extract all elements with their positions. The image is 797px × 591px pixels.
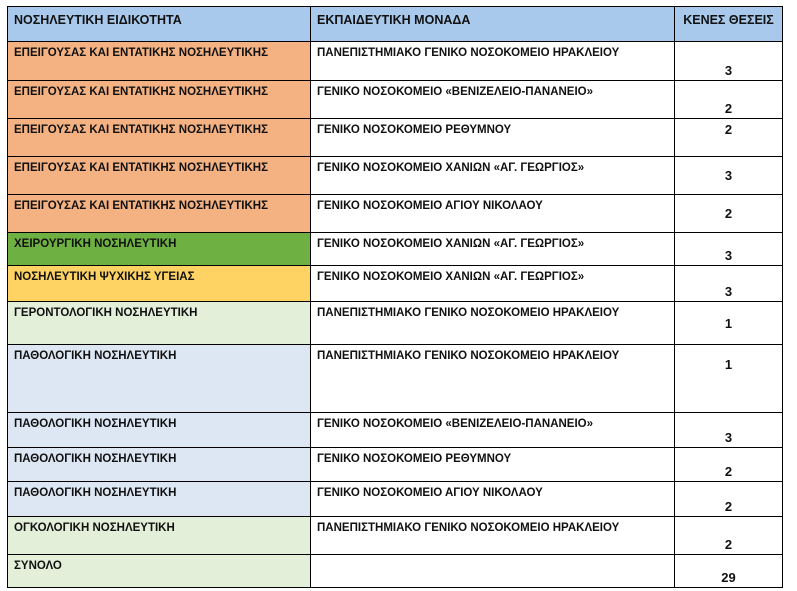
- specialty-cell: ΝΟΣΗΛΕΥΤΙΚΗ ΨΥΧΙΚΗΣ ΥΓΕΙΑΣ: [8, 266, 311, 302]
- table-row: [8, 81, 783, 119]
- unit-cell: ΓΕΝΙΚΟ ΝΟΣΟΚΟΜΕΙΟ «ΒΕΝΙΖΕΛΕΙΟ-ΠΑΝΑΝΕΙΟ»: [311, 81, 675, 119]
- table-row: [8, 119, 783, 157]
- positions-cell: 3: [675, 42, 783, 81]
- specialty-cell: ΧΕΙΡΟΥΡΓΙΚΗ ΝΟΣΗΛΕΥΤΙΚΗ: [8, 233, 311, 266]
- unit-cell: ΠΑΝΕΠΙΣΤΗΜΙΑΚΟ ΓΕΝΙΚΟ ΝΟΣΟΚΟΜΕΙΟ ΗΡΑΚΛΕΙΟΥ: [311, 42, 675, 81]
- positions-cell: 2: [675, 448, 783, 482]
- positions-cell: 1: [675, 345, 783, 413]
- table-row: [8, 157, 783, 195]
- header-unit: ΕΚΠΑΙΔΕΥΤΙΚΗ ΜΟΝΑΔΑ: [311, 7, 675, 42]
- positions-cell: 2: [675, 81, 783, 119]
- table-row: [8, 413, 783, 448]
- specialty-cell: ΕΠΕΙΓΟΥΣΑΣ ΚΑΙ ΕΝΤΑΤΙΚΗΣ ΝΟΣΗΛΕΥΤΙΚΗΣ: [8, 157, 311, 195]
- total-row: [8, 555, 783, 588]
- unit-cell: ΠΑΝΕΠΙΣΤΗΜΙΑΚΟ ΓΕΝΙΚΟ ΝΟΣΟΚΟΜΕΙΟ ΗΡΑΚΛΕΙΟΥ: [311, 302, 675, 345]
- unit-cell: ΓΕΝΙΚΟ ΝΟΣΟΚΟΜΕΙΟ ΑΓΙΟΥ ΝΙΚΟΛΑΟΥ: [311, 482, 675, 517]
- positions-cell: 2: [675, 195, 783, 233]
- positions-cell: 2: [675, 517, 783, 555]
- table-row: [8, 233, 783, 266]
- positions-cell: 3: [675, 157, 783, 195]
- total-positions: 29: [675, 555, 783, 588]
- specialty-cell: ΠΑΘΟΛΟΓΙΚΗ ΝΟΣΗΛΕΥΤΙΚΗ: [8, 448, 311, 482]
- specialty-cell: ΓΕΡΟΝΤΟΛΟΓΙΚΗ ΝΟΣΗΛΕΥΤΙΚΗ: [8, 302, 311, 345]
- table-row: [8, 266, 783, 302]
- unit-cell: ΠΑΝΕΠΙΣΤΗΜΙΑΚΟ ΓΕΝΙΚΟ ΝΟΣΟΚΟΜΕΙΟ ΗΡΑΚΛΕΙΟΥ: [311, 517, 675, 555]
- table-row: [8, 195, 783, 233]
- positions-cell: 3: [675, 233, 783, 266]
- specialty-cell: ΕΠΕΙΓΟΥΣΑΣ ΚΑΙ ΕΝΤΑΤΙΚΗΣ ΝΟΣΗΛΕΥΤΙΚΗΣ: [8, 42, 311, 81]
- unit-cell: ΠΑΝΕΠΙΣΤΗΜΙΑΚΟ ΓΕΝΙΚΟ ΝΟΣΟΚΟΜΕΙΟ ΗΡΑΚΛΕΙΟΥ: [311, 345, 675, 413]
- unit-cell: ΓΕΝΙΚΟ ΝΟΣΟΚΟΜΕΙΟ «ΒΕΝΙΖΕΛΕΙΟ-ΠΑΝΑΝΕΙΟ»: [311, 413, 675, 448]
- unit-cell: ΓΕΝΙΚΟ ΝΟΣΟΚΟΜΕΙΟ ΑΓΙΟΥ ΝΙΚΟΛΑΟΥ: [311, 195, 675, 233]
- positions-cell: 3: [675, 413, 783, 448]
- positions-cell: 1: [675, 302, 783, 345]
- specialty-cell: ΠΑΘΟΛΟΓΙΚΗ ΝΟΣΗΛΕΥΤΙΚΗ: [8, 482, 311, 517]
- unit-cell: ΓΕΝΙΚΟ ΝΟΣΟΚΟΜΕΙΟ ΡΕΘΥΜΝΟΥ: [311, 448, 675, 482]
- positions-cell: 2: [675, 482, 783, 517]
- table-row: [8, 42, 783, 81]
- unit-cell: ΓΕΝΙΚΟ ΝΟΣΟΚΟΜΕΙΟ ΡΕΘΥΜΝΟΥ: [311, 119, 675, 157]
- unit-cell: ΓΕΝΙΚΟ ΝΟΣΟΚΟΜΕΙΟ ΧΑΝΙΩΝ «ΑΓ. ΓΕΩΡΓΙΟΣ»: [311, 233, 675, 266]
- positions-cell: 2: [675, 119, 783, 157]
- table-row: [8, 517, 783, 555]
- specialty-cell: ΕΠΕΙΓΟΥΣΑΣ ΚΑΙ ΕΝΤΑΤΙΚΗΣ ΝΟΣΗΛΕΥΤΙΚΗΣ: [8, 195, 311, 233]
- specialty-cell: ΟΓΚΟΛΟΓΙΚΗ ΝΟΣΗΛΕΥΤΙΚΗ: [8, 517, 311, 555]
- specialty-cell: ΠΑΘΟΛΟΓΙΚΗ ΝΟΣΗΛΕΥΤΙΚΗ: [8, 413, 311, 448]
- unit-cell: ΓΕΝΙΚΟ ΝΟΣΟΚΟΜΕΙΟ ΧΑΝΙΩΝ «ΑΓ. ΓΕΩΡΓΙΟΣ»: [311, 157, 675, 195]
- table-row: [8, 448, 783, 482]
- table-row: [8, 302, 783, 345]
- header-specialty: ΝΟΣΗΛΕΥΤΙΚΗ ΕΙΔΙΚΟΤΗΤΑ: [8, 7, 311, 42]
- specialty-cell: ΠΑΘΟΛΟΓΙΚΗ ΝΟΣΗΛΕΥΤΙΚΗ: [8, 345, 311, 413]
- specialty-cell: ΕΠΕΙΓΟΥΣΑΣ ΚΑΙ ΕΝΤΑΤΙΚΗΣ ΝΟΣΗΛΕΥΤΙΚΗΣ: [8, 81, 311, 119]
- header-positions: ΚΕΝΕΣ ΘΕΣΕΙΣ: [675, 7, 783, 42]
- unit-cell: ΓΕΝΙΚΟ ΝΟΣΟΚΟΜΕΙΟ ΧΑΝΙΩΝ «ΑΓ. ΓΕΩΡΓΙΟΣ»: [311, 266, 675, 302]
- specialty-cell: ΕΠΕΙΓΟΥΣΑΣ ΚΑΙ ΕΝΤΑΤΙΚΗΣ ΝΟΣΗΛΕΥΤΙΚΗΣ: [8, 119, 311, 157]
- table-row: [8, 482, 783, 517]
- table-header-row: [8, 7, 783, 42]
- positions-cell: 3: [675, 266, 783, 302]
- total-label: ΣΥΝΟΛΟ: [8, 555, 311, 588]
- positions-table: [7, 6, 783, 588]
- table-row: [8, 345, 783, 413]
- total-unit-cell: [311, 555, 675, 588]
